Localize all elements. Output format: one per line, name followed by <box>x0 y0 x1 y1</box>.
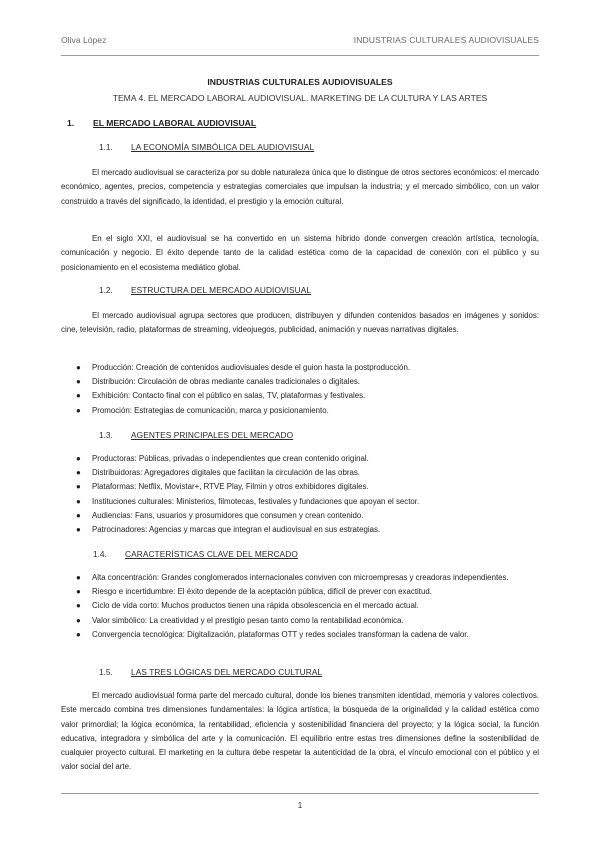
subsection-label: LAS TRES LÓGICAS DEL MERCADO CULTURAL <box>131 667 323 677</box>
paragraph-estructura: El mercado audiovisual agrupa sectores que producen, distribuyen y difunden contenidos basados en imágenes y sonidos: cine, televisión, radio, plataformas de streaming, videojuegos, publicidad, animación y nuevas narrativas digitales. <box>61 311 539 335</box>
bullet-icon: ● <box>76 601 81 611</box>
subsection-label: CARACTERÍSTICAS CLAVE DEL MERCADO <box>125 549 298 559</box>
bullet-icon: ● <box>76 525 81 535</box>
header-rule <box>61 55 539 56</box>
list-item: ● Distribución: Circulación de obras mediante canales tradicionales o digitales. <box>61 375 539 389</box>
bullet-icon: ● <box>76 629 81 639</box>
list-item: ● Distribuidoras: Agregadores digitales que facilitan la circulación de las obras. <box>61 466 539 480</box>
subsection-label: LA ECONOMÍA SIMBÓLICA DEL AUDIOVISUAL <box>131 142 315 152</box>
list-agentes <box>61 452 539 537</box>
bullet-icon: ● <box>76 496 81 506</box>
header-course: INDUSTRIAS CULTURALES AUDIOVISUALES <box>353 35 539 45</box>
list-item: ● Exhibición: Contacto final con el público en salas, TV, plataformas y festivales. <box>61 389 539 403</box>
bullet-icon: ● <box>76 482 81 492</box>
bullet-icon: ● <box>76 573 81 582</box>
subsection-heading-1-3 <box>99 430 293 440</box>
paragraph-tres-logicas: El mercado audiovisual forma parte del mercado cultural, donde los bienes transmiten identidad, memoria y valores colectivos. Este mercado combina tres dimensiones fundamentales: la lógica artística, la búsqueda de la originalidad y la calidad estética como valor primordial; la lógica económica, la rentabilidad, eficiencia y sostenibilidad financiera del proyecto; y la lógica social, la función educativa, integradora y simbólica del arte y la comunicación. El equilibrio entre estas tres dimensiones define la sostenibilidad de cualquier proyecto cultural. El marketing en la cultura debe respetar la autenticidad de la obra, el vínculo emocional con el público y el valor social del arte. <box>61 691 539 772</box>
subsection-heading-1-5 <box>99 667 322 677</box>
subsection-number: 1.2. <box>99 285 113 295</box>
subsection-label: ESTRUCTURA DEL MERCADO AUDIOVISUAL <box>131 285 312 295</box>
list-item: ● Convergencia tecnológica: Digitalización, plataformas OTT y redes sociales transforman la cadena de valor. <box>61 628 539 642</box>
subsection-number: 1.3. <box>99 430 113 440</box>
footer-rule <box>61 793 539 794</box>
subsection-label: AGENTES PRINCIPALES DEL MERCADO <box>131 430 294 440</box>
document-title: INDUSTRIAS CULTURALES AUDIOVISUALES <box>207 77 393 87</box>
bullet-icon: ● <box>76 510 81 520</box>
page-header <box>61 35 539 51</box>
list-item: ● Promoción: Estrategias de comunicación, marca y posicionamiento. <box>61 404 539 418</box>
list-item: ● Alta concentración: Grandes conglomerados internacionales conviven con microempresas y creadoras independientes. <box>61 571 539 585</box>
section-number: 1. <box>67 118 75 128</box>
list-item: ● Plataformas: Netflix, Movistar+, RTVE Play, Filmin y otros exhibidores digitales. <box>61 480 539 494</box>
bullet-icon: ● <box>76 405 81 415</box>
bullet-icon: ● <box>76 391 81 401</box>
section-heading <box>67 118 256 128</box>
list-estructura <box>61 361 539 418</box>
subsection-heading-1-1 <box>99 142 314 152</box>
list-item: ● Valor simbólico: La creatividad y el prestigio pesan tanto como la rentabilidad económica. <box>61 614 539 628</box>
subsection-number: 1.5. <box>99 667 113 677</box>
paragraph-siglo-xxi: En el siglo XXI, el audiovisual se ha convertido en un sistema híbrido donde convergen creación artística, tecnología, comunicación y negocio. El éxito depende tanto de la calidad estética como de la capacidad de conexión con el público y su posicionamiento en el ecosistema mediático global. <box>61 234 539 272</box>
subsection-number: 1.4. <box>93 549 107 559</box>
section-label: EL MERCADO LABORAL AUDIOVISUAL <box>93 118 257 128</box>
list-item: ● Instituciones culturales: Ministerios, filmotecas, festivales y fundaciones que apoyan el sector. <box>61 495 539 509</box>
subsection-heading-1-4 <box>93 549 298 559</box>
list-item: ● Ciclo de vida corto: Muchos productos tienen una rápida obsolescencia en el mercado actual. <box>61 599 539 613</box>
page-number: 1 <box>297 801 303 810</box>
list-caracteristicas <box>61 571 539 642</box>
header-author: Oliva López <box>61 35 107 45</box>
list-item: ● Patrocinadores: Agencias y marcas que integran el audiovisual en sus estrategias. <box>61 523 539 537</box>
bullet-icon: ● <box>76 363 81 372</box>
subsection-heading-1-2 <box>99 285 311 295</box>
bullet-icon: ● <box>76 587 81 597</box>
subsection-number: 1.1. <box>99 142 113 152</box>
paragraph-economia-simbolica: El mercado audiovisual se caracteriza por su doble naturaleza única que lo distingue de otros sectores económicos: el mercado económico, agentes, precios, competencia y estrategias comerciales que impulsan la industria; y el mercado simbólico, con un valor construido a través del significado, la identidad, el prestigio y la emoción cultural. <box>61 168 539 206</box>
document-subtitle: TEMA 4. EL MERCADO LABORAL AUDIOVISUAL. MARKETING DE LA CULTURA Y LAS ARTES <box>112 93 488 103</box>
list-item: ● Productoras: Públicas, privadas o independientes que crean contenido original. <box>61 452 539 466</box>
bullet-icon: ● <box>76 454 81 463</box>
bullet-icon: ● <box>76 615 81 625</box>
list-item: ● Riesgo e incertidumbre: El éxito depende de la aceptación pública, difícil de prever con exactitud. <box>61 585 539 599</box>
bullet-icon: ● <box>76 377 81 387</box>
list-item: ● Producción: Creación de contenidos audiovisuales desde el guion hasta la postproducción. <box>61 361 539 375</box>
list-item: ● Audiencias: Fans, usuarios y prosumidores que consumen y crean contenido. <box>61 509 539 523</box>
bullet-icon: ● <box>76 468 81 478</box>
